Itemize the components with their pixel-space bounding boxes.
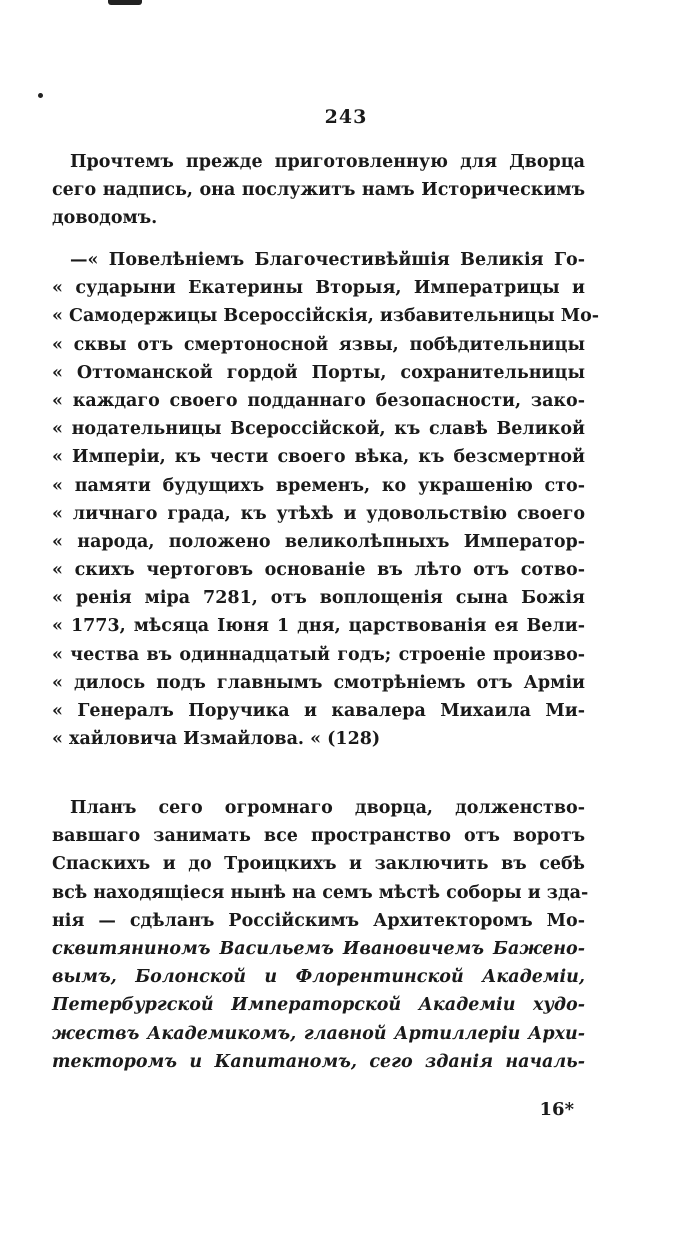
- text-line: сего надпись, она послужитъ намъ Историческимъ: [52, 180, 585, 201]
- scan-artifact-dot: [38, 93, 43, 98]
- scan-artifact-mark: [108, 0, 142, 5]
- page-number: 243: [324, 106, 368, 128]
- text-line: « нодательницы Всероссійской, къ славѣ Великой: [52, 419, 585, 440]
- text-line: « Генералъ Поручика и кавалера Михаила Ми-: [52, 701, 585, 721]
- paragraph-intro: [52, 148, 585, 233]
- text-line: « народа, положено великолѣпныхъ Император-: [52, 531, 585, 552]
- text-line: « памяти будущихъ временъ, ко украшенію сто-: [52, 475, 585, 496]
- text-line: нія — сдѣланъ Россійскимъ Архитекторомъ Мо-: [52, 910, 585, 931]
- text-line: Планъ сего огромнаго дворца, долженство-: [70, 798, 585, 818]
- paragraph-plan: [52, 794, 589, 1076]
- text-line: жествъ Академикомъ, главной Артиллеріи Архи-: [52, 1023, 585, 1044]
- text-line: текторомъ и Капитаномъ, сего зданія началь-: [52, 1051, 585, 1072]
- text-line: Петербургской Императорской Академіи худо-: [52, 995, 585, 1016]
- text-line: —« Повелѣніемъ Благочестивѣйшія Великія Го-: [70, 250, 585, 270]
- text-line: Прочтемъ прежде приготовленную для Дворца: [70, 152, 585, 172]
- text-line: « личнаго града, къ утѣхѣ и удовольствію своего: [52, 503, 585, 524]
- text-line: « 1773, мѣсяца Іюня 1 дня, царствованія ея Вели-: [52, 616, 585, 637]
- text-line: Спаскихъ и до Троицкихъ и заключить въ себѣ: [52, 854, 585, 875]
- text-line: « Имперіи, къ чести своего вѣка, къ безсмертной: [52, 447, 585, 468]
- text-line: « дилось подъ главнымъ смотрѣніемъ отъ Арміи: [52, 672, 585, 693]
- text-line: сквитяниномъ Васильемъ Ивановичемъ Бажено-: [52, 938, 585, 959]
- paragraph-inscription: [52, 246, 600, 753]
- printer-signature-mark: 16*: [539, 1099, 574, 1120]
- text-line: « сударыни Екатерины Вторыя, Императрицы и: [52, 278, 585, 299]
- text-line: « каждаго своего подданнаго безопасности, зако-: [52, 390, 585, 411]
- text-line: вавшаго занимать все пространство отъ воротъ: [52, 826, 585, 847]
- text-line: всѣ находящіеся нынѣ на семъ мѣстѣ соборы и зда-: [52, 882, 589, 903]
- text-line: « чества въ одиннадцатый годъ; строеніе произво-: [52, 644, 585, 665]
- text-line: « ренія міра 7281, отъ воплощенія сына Божія: [52, 588, 585, 609]
- text-line: доводомъ.: [52, 208, 158, 229]
- text-line: « скихъ чертоговъ основаніе въ лѣто отъ сотво-: [52, 560, 585, 581]
- text-line: « сквы отъ смертоносной язвы, побѣдительницы: [52, 334, 585, 355]
- text-line: « хайловича Измайлова. « (128): [52, 729, 381, 750]
- text-line: вымъ, Болонской и Флорентинской Академіи,: [52, 967, 585, 988]
- text-line: « Самодержицы Всероссійскія, избавительницы Мо-: [52, 306, 600, 327]
- text-line: « Оттоманской гордой Порты, сохранительницы: [52, 362, 585, 383]
